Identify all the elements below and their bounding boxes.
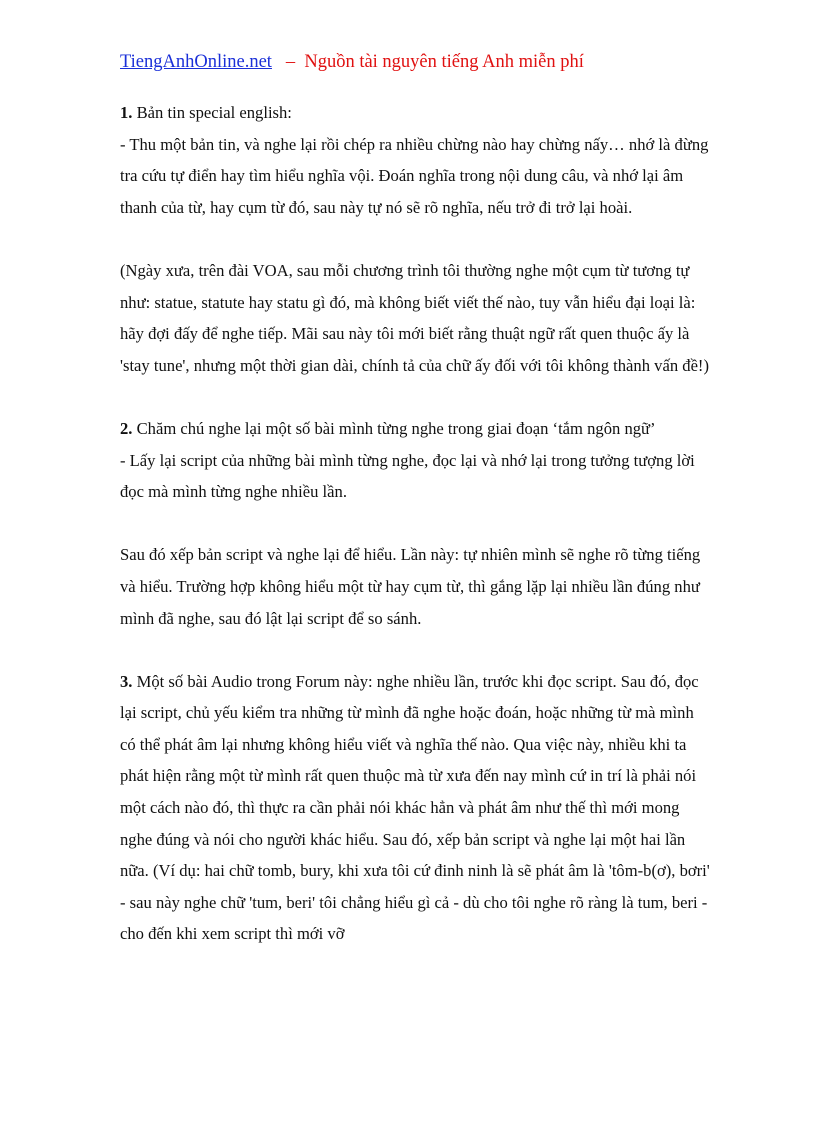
section-3-paragraph	[120, 666, 710, 950]
section-1-paragraph-1: - Thu một bản tin, và nghe lại rồi chép ra nhiều chừng nào hay chừng nấy… nhớ là đừng tra cứu tự điển hay tìm hiểu nghĩa vội. Đoán nghĩa trong nội dung câu, và nhớ lại âm thanh của từ, hay cụm từ đó, sau này tự nó sẽ rõ nghĩa, nếu trở đi trở lại hoài.	[120, 134, 709, 217]
document-body	[120, 97, 710, 950]
section-number: 2.	[120, 418, 133, 438]
section-title: Bản tin special english:	[136, 103, 292, 122]
section-text: Một số bài Audio trong Forum này: nghe nhiều lần, trước khi đọc script. Sau đó, đọc lại script, chủ yếu kiểm tra những từ mình đã nghe hoặc đoán, hoặc những từ mà mình có thể phát âm lại nhưng không hiểu viết và nghĩa thế nào. Qua việc này, nhiều khi ta phát hiện rằng một từ mình rất quen thuộc mà từ xưa đến nay mình cứ in trí là phải nói một cách nào đó, thì thực ra cần phải nói khác hẳn và phát âm như thế thì mới mong nghe đúng và nói cho người khác hiểu. Sau đó, xếp bản script và nghe lại một hai lần nữa. (Ví dụ: hai chữ tomb, bury, khi xưa tôi cứ đinh ninh là sẽ phát âm là 'tôm-b(ơ), bơri' - sau này nghe chữ 'tum, beri' tôi chẳng hiểu gì cả - dù cho tôi nghe rõ ràng là tum, beri -cho đến khi xem script thì mới vỡ	[120, 671, 710, 944]
page-header	[120, 50, 584, 74]
header-separator: –	[285, 52, 296, 72]
paragraph-spacer	[120, 634, 710, 666]
section-number: 3.	[120, 671, 133, 691]
header-tagline: Nguồn tài nguyên tiếng Anh miễn phí	[304, 52, 584, 72]
section-2-paragraph-2: Sau đó xếp bản script và nghe lại để hiểu. Lần này: tự nhiên mình sẽ nghe rõ từng tiếng và hiểu. Trường hợp không hiểu một từ hay cụm từ, thì gắng lặp lại nhiều lần đúng như mình đã nghe, sau đó lật lại script để so sánh.	[120, 545, 701, 628]
section-title: Chăm chú nghe lại một số bài mình từng nghe trong giai đoạn ‘tắm ngôn ngữ’	[136, 418, 656, 438]
paragraph-spacer	[120, 223, 710, 255]
paragraph-spacer	[120, 508, 710, 540]
section-1-paragraph-2: (Ngày xưa, trên đài VOA, sau mỗi chương trình tôi thường nghe một cụm từ tương tự như: statue, statute hay statu gì đó, mà không biết viết thế nào, tuy vẫn hiểu đại loại là: hãy đợi đấy để nghe tiếp. Mãi sau này tôi mới biết rằng thuật ngữ rất quen thuộc ấy là 'stay tune', nhưng một thời gian dài, chính tả của chữ ấy đối với tôi không thành vấn đề!)	[120, 260, 709, 375]
section-2-heading	[120, 413, 710, 445]
section-number: 1.	[120, 103, 133, 122]
paragraph-spacer	[120, 381, 710, 413]
site-link[interactable]: TiengAnhOnline.net	[120, 52, 272, 72]
section-2-paragraph-1: - Lấy lại script của những bài mình từng nghe, đọc lại và nhớ lại trong tưởng tượng lời đọc mà mình từng nghe nhiều lần.	[120, 450, 695, 502]
section-1-heading	[120, 97, 710, 129]
